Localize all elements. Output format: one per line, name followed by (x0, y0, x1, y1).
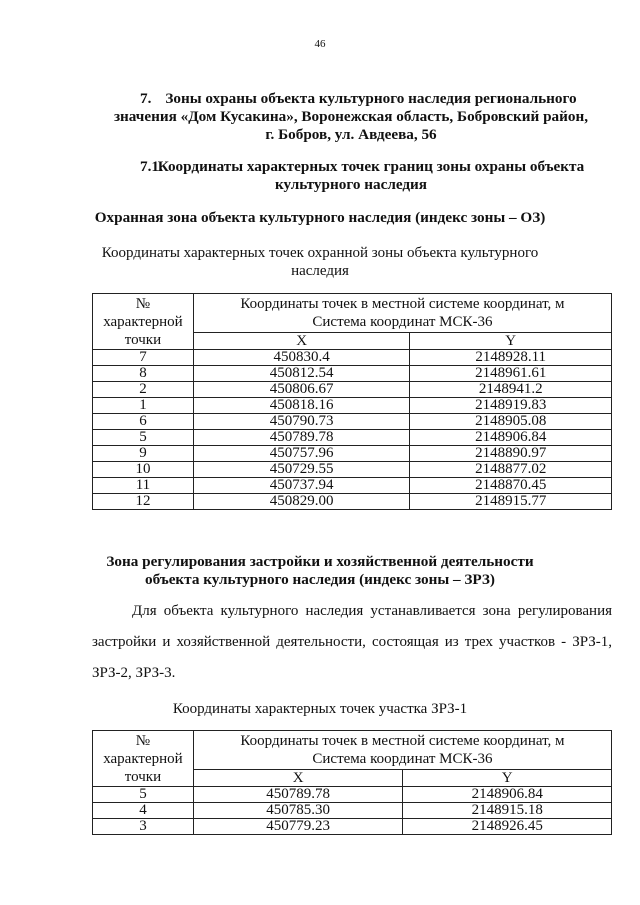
zrz-title-line-1: Зона регулирования застройки и хозяйственной деятельности (106, 553, 534, 570)
point-header-line-1: № (135, 295, 151, 312)
y-value: 2148919.83 (410, 398, 612, 414)
page-number: 46 (314, 38, 326, 50)
table-row (93, 446, 612, 462)
y-value: 2148915.18 (403, 803, 612, 819)
point-number: 5 (93, 787, 194, 803)
coordinates-header (193, 294, 611, 333)
coords-header-line-1: Координаты точек в местной системе координат, м (240, 733, 565, 749)
coordinates-header (193, 731, 611, 770)
point-number: 8 (93, 366, 194, 382)
x-value: 450830.4 (193, 350, 409, 366)
section-7-1-line-2: культурного наследия (274, 176, 428, 193)
x-value: 450789.78 (193, 430, 409, 446)
section-7-1-line-1: Координаты характерных точек границ зоны охраны объекта (157, 158, 585, 175)
oz-caption-line-1: Координаты характерных точек охранной зоны объекта культурного (101, 245, 539, 261)
point-number: 12 (93, 494, 194, 510)
oz-title: Охранная зона объекта культурного наследия (индекс зоны – ОЗ) (94, 209, 546, 226)
x-value: 450790.73 (193, 414, 409, 430)
y-value: 2148906.84 (410, 430, 612, 446)
table-row (93, 462, 612, 478)
y-value: 2148906.84 (403, 787, 612, 803)
x-value: 450812.54 (193, 366, 409, 382)
x-value: 450818.16 (193, 398, 409, 414)
point-header-line-2: характерной (103, 750, 183, 767)
table-row (93, 478, 612, 494)
coords-header-line-2: Система координат МСК-36 (312, 751, 493, 767)
point-number: 2 (93, 382, 194, 398)
point-number: 3 (93, 819, 194, 835)
point-number-header (93, 731, 194, 787)
table-row (93, 382, 612, 398)
zrz1-caption: Координаты характерных точек участка ЗРЗ-1 (172, 701, 468, 717)
table-row (93, 398, 612, 414)
y-value: 2148890.97 (410, 446, 612, 462)
section-7-number: 7. (140, 90, 152, 107)
section-7-1-number: 7.1. (140, 158, 163, 175)
y-value: 2148915.77 (410, 494, 612, 510)
x-value: 450789.78 (193, 787, 403, 803)
point-header-line-2: характерной (103, 313, 183, 330)
table-row (93, 414, 612, 430)
table-row (93, 819, 612, 835)
point-number: 10 (93, 462, 194, 478)
y-header: Y (410, 333, 612, 350)
x-value: 450829.00 (193, 494, 409, 510)
x-value: 450779.23 (193, 819, 403, 835)
y-value: 2148870.45 (410, 478, 612, 494)
y-value: 2148961.61 (410, 366, 612, 382)
zrz1-coordinates-table (92, 730, 612, 835)
y-header: Y (403, 770, 612, 787)
table-row (93, 787, 612, 803)
point-header-line-3: точки (124, 331, 162, 348)
point-header-line-1: № (135, 732, 151, 749)
oz-caption-line-2: наследия (291, 263, 349, 279)
point-number: 6 (93, 414, 194, 430)
table-row (93, 430, 612, 446)
x-value: 450737.94 (193, 478, 409, 494)
point-number: 9 (93, 446, 194, 462)
section-7-line-3: г. Бобров, ул. Авдеева, 56 (265, 126, 437, 143)
y-value: 2148928.11 (410, 350, 612, 366)
section-7-line-2: значения «Дом Кусакина», Воронежская область, Бобровский район, (113, 108, 589, 125)
x-value: 450729.55 (193, 462, 409, 478)
x-header: X (193, 333, 409, 350)
point-number: 1 (93, 398, 194, 414)
zrz-title-line-2: объекта культурного наследия (индекс зоны – ЗРЗ) (145, 571, 495, 588)
section-7-line-1: Зоны охраны объекта культурного наследия регионального (165, 90, 577, 107)
table-row (93, 350, 612, 366)
coords-header-line-2: Система координат МСК-36 (312, 314, 493, 330)
table-row (93, 803, 612, 819)
x-header: X (193, 770, 403, 787)
point-number: 4 (93, 803, 194, 819)
point-number: 7 (93, 350, 194, 366)
coords-header-line-1: Координаты точек в местной системе координат, м (240, 296, 565, 312)
section-7-1-heading (96, 158, 606, 194)
point-number-header (93, 294, 194, 350)
y-value: 2148905.08 (410, 414, 612, 430)
table-row (93, 494, 612, 510)
section-7-heading (96, 90, 606, 144)
oz-coordinates-table (92, 293, 612, 510)
y-value: 2148926.45 (403, 819, 612, 835)
point-header-line-3: точки (124, 768, 162, 785)
table-row (93, 366, 612, 382)
point-number: 5 (93, 430, 194, 446)
y-value: 2148877.02 (410, 462, 612, 478)
x-value: 450785.30 (193, 803, 403, 819)
x-value: 450757.96 (193, 446, 409, 462)
y-value: 2148941.2 (410, 382, 612, 398)
zrz-paragraph: Для объекта культурного наследия устанавливается зона регулирования застройки и хозяйственной деятельности, состоящая из трех участков - ЗРЗ-1, ЗРЗ-2, ЗРЗ-3. (92, 603, 612, 681)
point-number: 11 (93, 478, 194, 494)
x-value: 450806.67 (193, 382, 409, 398)
